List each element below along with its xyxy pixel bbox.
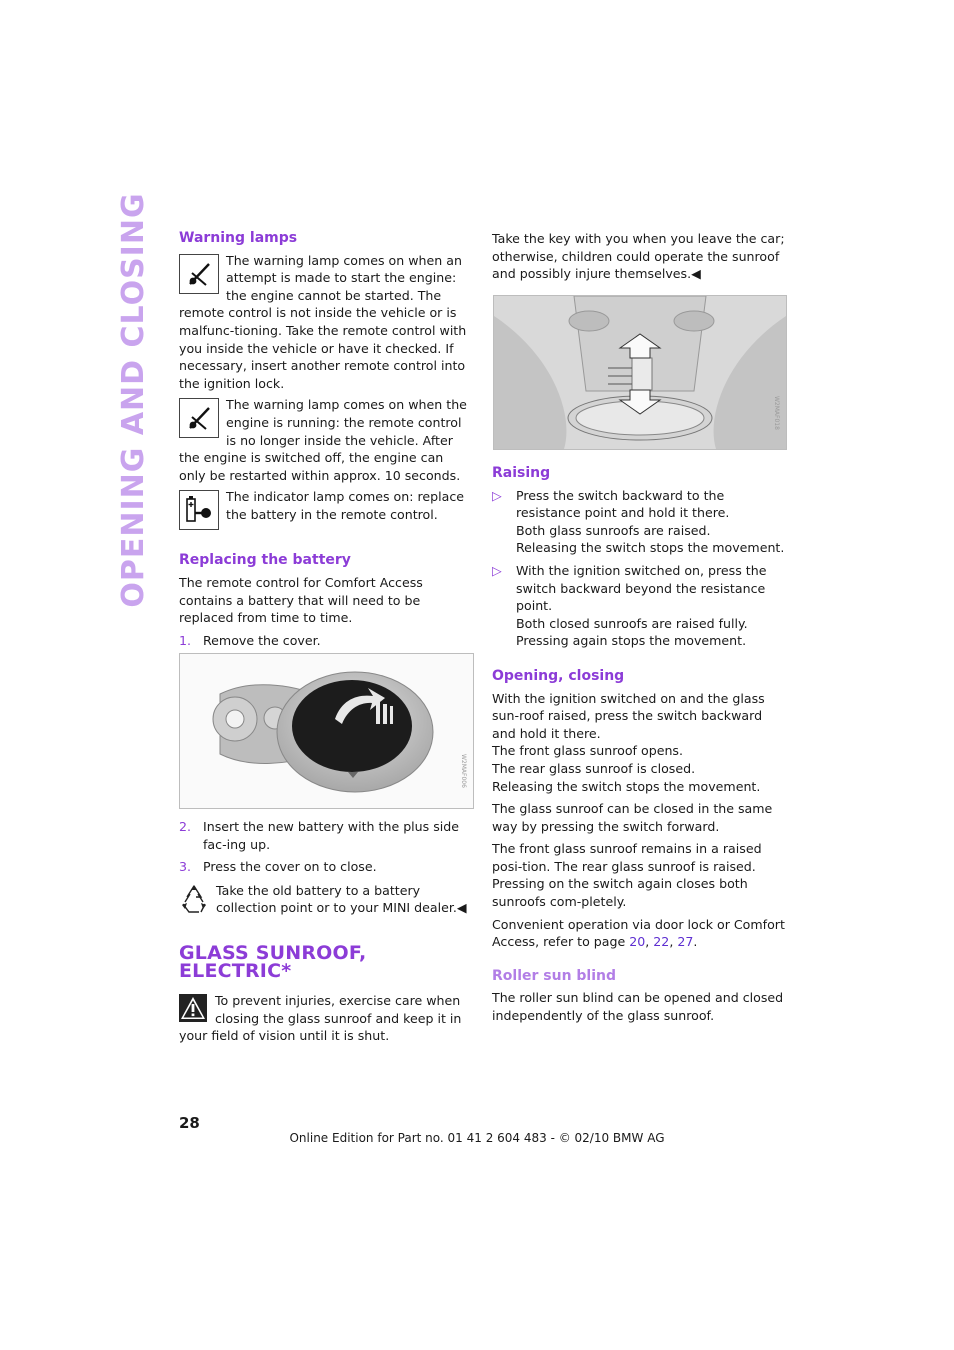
step-3-number: 3. — [179, 859, 192, 875]
opening-closing-p4 — [492, 916, 786, 951]
raising-bullet-2-line-3: Pressing again stops the movement. — [516, 633, 747, 649]
children-warning-text: Take the key with you when you leave the car; otherwise, children could operate the sunroof and possibly injure themselves.◀ — [492, 231, 785, 282]
step-3 — [179, 858, 473, 876]
key-crossed-icon — [179, 398, 219, 438]
page-link-22[interactable]: 22 — [653, 934, 670, 950]
page-ref-suffix: . — [693, 934, 698, 950]
page-link-27[interactable]: 27 — [677, 934, 694, 950]
sunroof-image-code: W2MAF018 — [773, 396, 780, 430]
raising-bullet-1-line-2: Both glass sunroofs are raised. — [516, 522, 711, 538]
opening-closing-p1-line-3: The rear glass sunroof is closed. — [492, 760, 696, 776]
step-1-number: 1. — [179, 632, 192, 648]
raising-bullet-2-line-1: With the ignition switched on, press the switch backward beyond the resistance point. — [516, 562, 767, 614]
recycle-icon — [179, 882, 209, 916]
roller-sun-blind-text: The roller sun blind can be opened and closed independently of the glass sunroof. — [492, 990, 784, 1024]
chapter-side-title: OPENING AND CLOSING — [116, 192, 152, 608]
warning-item-2 — [179, 396, 473, 484]
warning-item-3 — [179, 488, 473, 532]
warning-item-1 — [179, 252, 473, 393]
step-3-text: Press the cover on to close. — [203, 859, 377, 875]
roller-sun-blind-heading: Roller sun blind — [492, 967, 617, 984]
page-link-20[interactable]: 20 — [629, 934, 646, 950]
raising-heading: Raising — [492, 465, 551, 481]
step-1-text: Remove the cover. — [203, 632, 321, 648]
triangle-bullet-icon: ▷ — [492, 487, 502, 503]
step-2-text: Insert the new battery with the plus side fac-ing up. — [203, 819, 460, 852]
warning-item-3-text: The indicator lamp comes on: replace the battery in the remote control. — [226, 489, 465, 522]
page-ref-separator: , — [645, 934, 654, 950]
replacing-battery-heading: Replacing the battery — [179, 552, 351, 569]
remote-cover-illustration — [180, 654, 473, 808]
remote-control-battery-image — [179, 653, 474, 809]
page-number: 28 — [179, 1114, 200, 1132]
opening-closing-p1-line-1: With the ignition switched on and the glass sun-roof raised, press the switch backward and hold it there. — [492, 690, 765, 741]
step-2 — [179, 818, 473, 853]
opening-closing-p1-line-2: The front glass sunroof opens. — [492, 743, 683, 759]
warning-item-2-text: The warning lamp comes on when the engine is running: the remote control is no longer inside the vehicle. After the engine is switched off, the engine can only be restarted within approx. 10 seconds. — [179, 397, 467, 483]
opening-closing-p2: The glass sunroof can be closed in the same way by pressing the switch forward. — [492, 801, 773, 834]
sunroof-switch-image — [493, 295, 787, 450]
glass-sunroof-heading: GLASS SUNROOF, ELECTRIC* — [179, 941, 367, 982]
edition-footer: Online Edition for Part no. 01 41 2 604 483 - © 02/10 BMW AG — [289, 1131, 665, 1145]
opening-closing-p1 — [492, 690, 786, 796]
remote-image-code: W2MAF006 — [460, 754, 467, 788]
triangle-bullet-icon: ▷ — [492, 562, 502, 578]
opening-closing-heading: Opening, closing — [492, 667, 625, 684]
sunroof-warning — [179, 992, 473, 1045]
sunroof-switch-illustration — [494, 296, 786, 449]
left-column-lower — [179, 818, 473, 1045]
raising-bullet-1 — [492, 487, 786, 557]
page-ref-prefix: Convenient operation via door lock or Comfort Access, refer to page — [492, 916, 785, 950]
right-column — [492, 230, 786, 283]
replacing-battery-intro: The remote control for Comfort Access contains a battery that will need to be replaced from time to time. — [179, 574, 423, 626]
sunroof-warning-text: To prevent injuries, exercise care when closing the glass sunroof and keep it in your field of vision until it is shut. — [179, 993, 462, 1044]
page-ref-separator: , — [669, 934, 678, 950]
recycle-note — [179, 882, 473, 917]
raising-bullet-1-line-1: Press the switch backward to the resistance point and hold it there. — [516, 487, 730, 521]
key-crossed-icon — [179, 254, 219, 294]
left-column — [179, 230, 473, 649]
recycle-note-text: Take the old battery to a battery collection point or to your MINI dealer.◀ — [216, 882, 467, 916]
warning-triangle-icon — [179, 994, 207, 1022]
warning-item-1-text: The warning lamp comes on when an attempt is made to start the engine: the engine cannot be started. The remote control is not inside the vehicle or is malfunc-tioning. Take the remote control with you inside the vehicle or have it checked. If necessary, insert another remote control into the ignition lock. — [179, 252, 467, 391]
raising-bullet-1-line-3: Releasing the switch stops the movement. — [516, 540, 785, 556]
opening-closing-p1-line-4: Releasing the switch stops the movement. — [492, 778, 761, 794]
raising-bullet-2 — [492, 562, 786, 650]
step-1 — [179, 632, 473, 650]
step-2-number: 2. — [179, 819, 192, 834]
warning-lamps-heading: Warning lamps — [179, 230, 298, 246]
right-column-lower — [492, 465, 786, 1025]
opening-closing-p3: The front glass sunroof remains in a raised posi-tion. The rear glass sunroof is raised. Pressing on the switch again closes both sunroofs com-pletely. — [492, 841, 762, 910]
raising-bullet-2-line-2: Both closed sunroofs are raised fully. — [516, 615, 748, 631]
battery-key-icon — [179, 490, 219, 530]
